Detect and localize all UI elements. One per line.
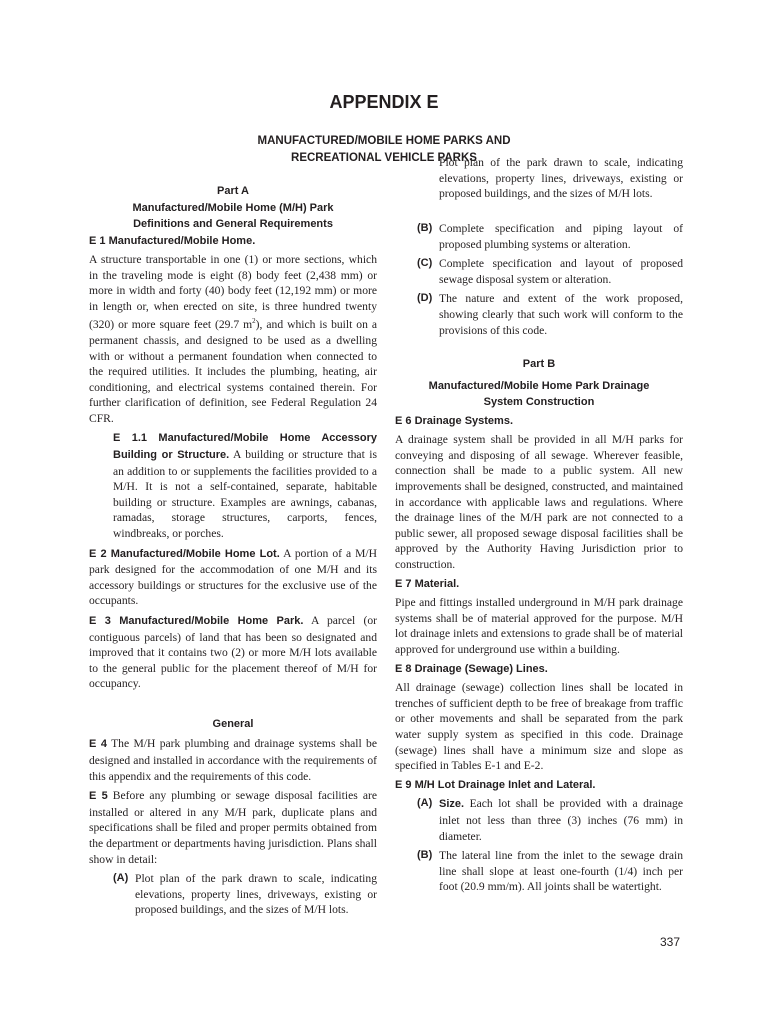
e3-paragraph (89, 613, 377, 692)
list-item-marker: (D) (417, 292, 433, 305)
part-a-heading (89, 183, 377, 233)
e3-heading: E 3 Manufactured/Mobile Home Park. (89, 615, 304, 628)
e8-body: All drainage (sewage) collection lines shall be located in trenches of sufficient depth to be free of breakage from traffic or other movements and shall be separated from the park water supply system as specified in this code. Drainage (sewage) lines shall have a minimum size and slope as specified in Tables E-1 and E-2. (395, 681, 683, 773)
e1-body-part-b: ), and which is built on a permanent chassis, and designed to be used as a dwelling with or without a permanent foundation when connected to the required utilities. It includes the plumbing, heating, air conditioning, and electrical systems contained therein. For further clarification of definition, see Federal Regulation 24 CFR. (89, 318, 377, 425)
subtitle-line-2: RECREATIONAL VEHICLE PARKS (291, 152, 477, 164)
e1-superscript: 2 (252, 317, 256, 326)
list-item (395, 796, 683, 844)
e9-a-text: Each lot shall be provided with a drainage inlet not less than three (3) inches (76 mm) in diameter. (439, 797, 684, 843)
list-item-marker: (B) (417, 222, 433, 234)
list-item-text-overflow: Plot plan of the park drawn to scale, indicating elevations, property lines, driveways, existing or proposed buildings, and the sizes of M/H lots. (439, 156, 683, 201)
e4-heading: E 4 (89, 738, 107, 751)
list-item-text: Plot plan of the park drawn to scale, indicating elevations, property lines, driveways, existing or proposed buildings, and the sizes of M/H lots. (135, 872, 377, 917)
part-a-label: Part A (217, 185, 249, 197)
part-b-label: Part B (522, 358, 556, 371)
list-item-text-continued (439, 156, 683, 217)
e2-heading: E 2 Manufactured/Mobile Home Lot. (89, 547, 280, 560)
e9-heading: E 9 M/H Lot Drainage Inlet and Lateral. (395, 778, 596, 791)
list-item (395, 256, 683, 287)
page-number: 337 (659, 935, 680, 949)
part-b-title-line-2: System Construction (483, 396, 595, 409)
page-title: APPENDIX E (329, 92, 439, 112)
e1-heading: E 1 Manufactured/Mobile Home. (89, 234, 256, 247)
right-column (395, 156, 684, 899)
e6-body: A drainage system shall be provided in all M/H parks for conveying and disposing of all sewage. Wherever feasible, connection shall be made to a public system. All new improvements shall be designed, constructed, and maintained in accordance with applicable laws and regulations. Where the drainage lines of the M/H park are not connected to a public sewer, all proposed sewage disposal facilities shall be approved by the Authority Having Jurisdiction prior to construction. (395, 433, 683, 571)
list-item-text: Complete specification and piping layout of proposed plumbing systems or alteration. (439, 222, 683, 251)
list-item-continuation (395, 156, 683, 217)
e1-body-part-a: A structure transportable in one (1) or more sections, which in the traveling mode is eight (8) body feet (2,438 mm) or more in width and forty (40) body feet (12,192 mm) or more in length or, when erected on site, is three hundred twenty (320) or more square feet (29.7 m (89, 253, 377, 332)
part-a-title-line-1: Manufactured/Mobile Home (M/H) Park (132, 201, 334, 214)
e1-body (89, 252, 377, 426)
list-item-marker-spacer (417, 186, 439, 217)
list-item-marker: (C) (417, 257, 433, 270)
e5-heading: E 5 (89, 790, 108, 803)
e1-1-paragraph (89, 430, 377, 541)
e5-paragraph (89, 788, 377, 867)
part-b-title-line-1: Manufactured/Mobile Home Park Drainage (428, 379, 650, 392)
e2-paragraph (89, 546, 377, 609)
list-item (89, 871, 377, 917)
e2-body: A portion of a M/H park designed for the accommodation of one M/H and its accessory buildings or structures for the exclusive use of the occupants. (89, 546, 378, 608)
list-item (395, 291, 683, 338)
e3-body: A parcel (or contiguous parcels) of land that has been so designated and improved that it contains two (2) or more M/H lots available to the general public for the placement thereof of M/H for occupancy. (89, 614, 377, 691)
list-item-marker: (A) (417, 797, 433, 810)
part-a-title-line-2: Definitions and General Requirements (133, 218, 333, 230)
e9-a-label: Size. (439, 798, 465, 811)
list-item-text (439, 796, 683, 844)
list-item-marker: (B) (417, 849, 433, 862)
part-b-heading (395, 356, 683, 411)
left-column (89, 183, 378, 917)
e8-heading: E 8 Drainage (Sewage) Lines. (395, 662, 548, 675)
e6-heading: E 6 Drainage Systems. (395, 414, 514, 427)
e1-1-body: A building or structure that is an addition to or supplements the facilities provided to a M/H. It is not a self-contained, separate, habitable building or structure. Examples are awnings, cabanas, ramadas, storage structures, carports, fences, windbreaks, or porches. (113, 448, 377, 541)
e7-heading: E 7 Material. (395, 577, 460, 590)
list-item-text: The nature and extent of the work proposed, showing clearly that such work will conform to the provisions of this code. (439, 292, 683, 337)
e4-paragraph (89, 736, 377, 784)
list-item (395, 221, 683, 252)
e1-1-heading: E 1.1 Manufactured/Mobile Home Accessory Building or Structure. (113, 432, 377, 462)
list-item (395, 848, 683, 895)
subtitle-line-1: MANUFACTURED/MOBILE HOME PARKS AND (257, 135, 511, 147)
list-item-text: Complete specification and layout of proposed sewage disposal system or alteration. (439, 257, 683, 286)
e7-body: Pipe and fittings installed underground in M/H park drainage systems shall be of material approved for the purpose. M/H lot drainage inlets and extensions to grade shall be of material approved for underground use within a building. (395, 596, 683, 656)
list-item-text: The lateral line from the inlet to the sewage drain line shall slope at least one-fourth (1/4) inch per foot (20.9 mm/m). All joints shall be watertight. (439, 849, 683, 894)
e4-body: The M/H park plumbing and drainage systems shall be designed and installed in accordance with the requirements of this appendix and the requirements of this code. (89, 737, 377, 783)
general-heading: General (212, 717, 254, 730)
list-item-marker: (A) (113, 872, 129, 885)
e5-body: Before any plumbing or sewage disposal facilities are installed or altered in any M/H park, duplicate plans and specifications shall be filed and proper permits obtained from the department or departments having jurisdiction. Plans shall show in detail: (89, 789, 377, 866)
